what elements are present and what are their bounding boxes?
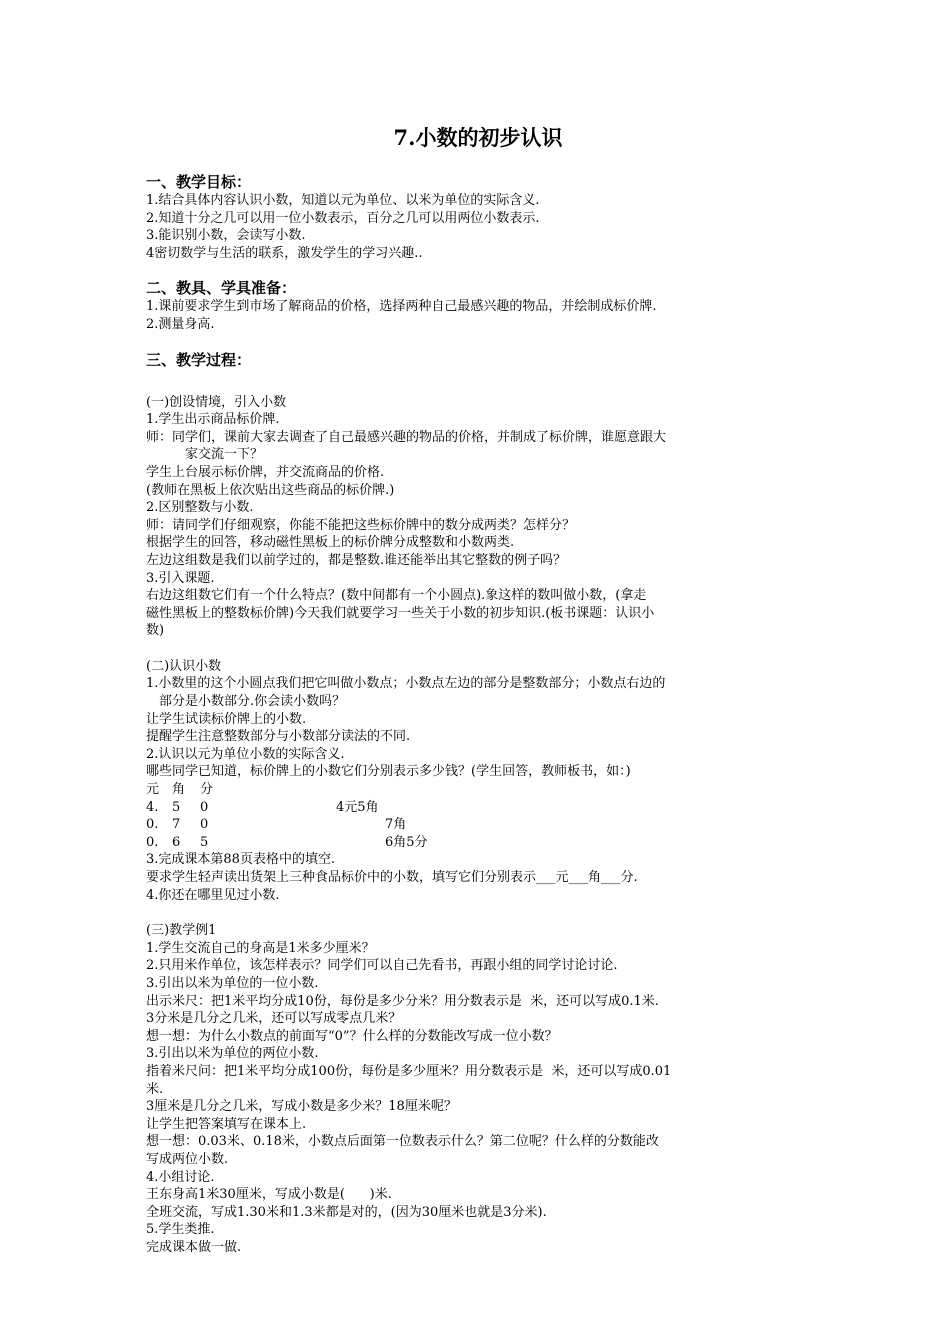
section-heading-objectives: 一、教学目标：: [146, 173, 252, 191]
text-line: 家交流一下？: [185, 447, 264, 463]
text-line: 4.小组讨论.: [146, 1169, 215, 1185]
text-line: 提醒学生注意整数部分与小数部分读法的不同.: [146, 729, 411, 745]
cell-jiao: 5: [172, 799, 181, 815]
money-table-row: [146, 834, 810, 852]
text-line: 左边这组数是我们以前学过的，都是整数.谁还能举出其它整数的例子吗？: [146, 552, 567, 568]
objective-line: 3.能识别小数，会读写小数.: [146, 228, 306, 244]
text-line: 让学生把答案填写在课本上.: [146, 1116, 307, 1132]
text-line: 1.小数里的这个小圆点我们把它叫做小数点；小数点左边的部分是整数部分；小数点右边的: [146, 676, 666, 692]
text-line: 让学生试读标价牌上的小数.: [146, 711, 307, 727]
text-line: 师：请同学们仔细观察，你能不能把这些标价牌中的数分成两类？怎样分？: [146, 517, 576, 533]
section-heading-materials: 二、教具、学具准备：: [146, 279, 297, 298]
subsection-heading: (三)教学例1: [146, 923, 217, 939]
text-line: 师：同学们，课前大家去调查了自己最感兴趣的物品的价格，并制成了标价牌，谁愿意跟大: [146, 429, 667, 445]
text-line: 磁性黑板上的整数标价牌)今天我们就要学习一些关于小数的初步知识.(板书课题：认识小: [146, 605, 655, 621]
text-line: 4.你还在哪里见过小数.: [146, 887, 280, 903]
text-line: 哪些同学已知道，标价牌上的小数它们分别表示多少钱？(学生回答，教师板书，如：): [146, 764, 631, 780]
cell-yuan: 0.: [146, 817, 159, 833]
header-fen: 分: [200, 782, 214, 798]
text-line: 2.认识以元为单位小数的实际含义.: [146, 746, 345, 762]
text-line: 米.: [146, 1081, 164, 1097]
text-line: 3.完成课本第88页表格中的填空.: [146, 852, 336, 868]
text-line: 要求学生轻声读出货架上三种食品标价中的小数，填写它们分别表示___元___角___分.: [146, 870, 638, 885]
text-line: 全班交流，写成1.30米和1.3米都是对的，(因为30厘米也就是3分米).: [146, 1204, 547, 1220]
text-line: 右边这组数它们有一个什么特点？(数中间都有一个小圆点).象这样的数叫做小数，(拿走: [146, 588, 647, 604]
cell-yuan: 4.: [146, 799, 159, 815]
text-line: 想一想：0.03米、0.18米，小数点后面第一位数表示什么？第二位呢？什么样的分数能改: [146, 1134, 659, 1150]
text-line: 部分是小数部分.你会读小数吗？: [159, 694, 346, 710]
text-line: 学生上台展示标价牌，并交流商品的价格.: [146, 464, 385, 480]
subsection-heading: (一)创设情境，引入小数: [146, 394, 287, 410]
text-line: 3.引入课题.: [146, 570, 215, 586]
cell-reading: 6角5分: [385, 834, 428, 850]
text-line: 3厘米是几分之几米，写成小数是多少米？18厘米呢？: [146, 1099, 457, 1115]
text-line: 1.学生出示商品标价牌.: [146, 412, 280, 428]
text-line: 数): [146, 623, 165, 639]
text-line: 出示米尺：把1米平均分成10份，每份是多少分米？用分数表示是 米，还可以写成0.1米.: [146, 993, 659, 1009]
page-title: 7.小数的初步认识: [393, 125, 563, 150]
cell-fen: 0: [200, 799, 209, 815]
objective-line: 1.结合具体内容认识小数，知道以元为单位、以米为单位的实际含义.: [146, 193, 540, 208]
text-line: 5.学生类推.: [146, 1222, 215, 1238]
cell-fen: 0: [200, 817, 209, 833]
cell-yuan: 0.: [146, 834, 159, 850]
cell-jiao: 6: [172, 834, 181, 850]
text-line: 3.引出以米为单位的一位小数.: [146, 975, 319, 991]
text-line: 写成两位小数.: [146, 1151, 229, 1167]
objective-line: 2.知道十分之几可以用一位小数表示，百分之几可以用两位小数表示.: [146, 210, 540, 226]
text-line: 2.只用米作单位，该怎样表示？同学们可以自己先看书，再跟小组的同学讨论讨论.: [146, 958, 618, 974]
text-line: 2.区别整数与小数.: [146, 500, 254, 516]
text-line: (教师在黑板上依次贴出这些商品的标价牌.): [146, 482, 395, 498]
objective-line: 4密切数学与生活的联系，激发学生的学习兴趣..: [146, 245, 423, 261]
text-line: 1.学生交流自己的身高是1米多少厘米？: [146, 940, 375, 956]
cell-jiao: 7: [172, 817, 181, 833]
text-line: 3分米是几分之几米，还可以写成零点几米？: [146, 1011, 402, 1027]
text-line: 王东身高1米30厘米，写成小数是( )米.: [146, 1187, 392, 1203]
cell-reading: 7角: [385, 817, 407, 833]
materials-line: 1.课前要求学生到市场了解商品的价格，选择两种自己最感兴趣的物品，并绘制成标价牌.: [146, 299, 657, 315]
text-line: 完成课本做一做.: [146, 1239, 242, 1255]
section-heading-process: 三、教学过程：: [146, 350, 252, 369]
money-table-row: [146, 799, 810, 817]
cell-reading: 4元5角: [336, 799, 379, 815]
header-jiao: 角: [172, 782, 186, 798]
text-line: 想一想：为什么小数点的前面写“0”？什么样的分数能改写成一位小数？: [146, 1028, 558, 1044]
text-line: 3.引出以米为单位的两位小数.: [146, 1046, 319, 1062]
header-yuan: 元: [146, 782, 160, 798]
cell-fen: 5: [200, 834, 209, 850]
subsection-heading: (二)认识小数: [146, 658, 222, 674]
money-table-row: [146, 816, 810, 834]
text-line: 根据学生的回答，移动磁性黑板上的标价牌分成整数和小数两类.: [146, 535, 515, 551]
text-line: 指着米尺问：把1米平均分成100份，每份是多少厘米？用分数表示是 米，还可以写成0.01: [146, 1063, 672, 1079]
money-table-header: [146, 781, 810, 799]
materials-line: 2.测量身高.: [146, 316, 215, 332]
